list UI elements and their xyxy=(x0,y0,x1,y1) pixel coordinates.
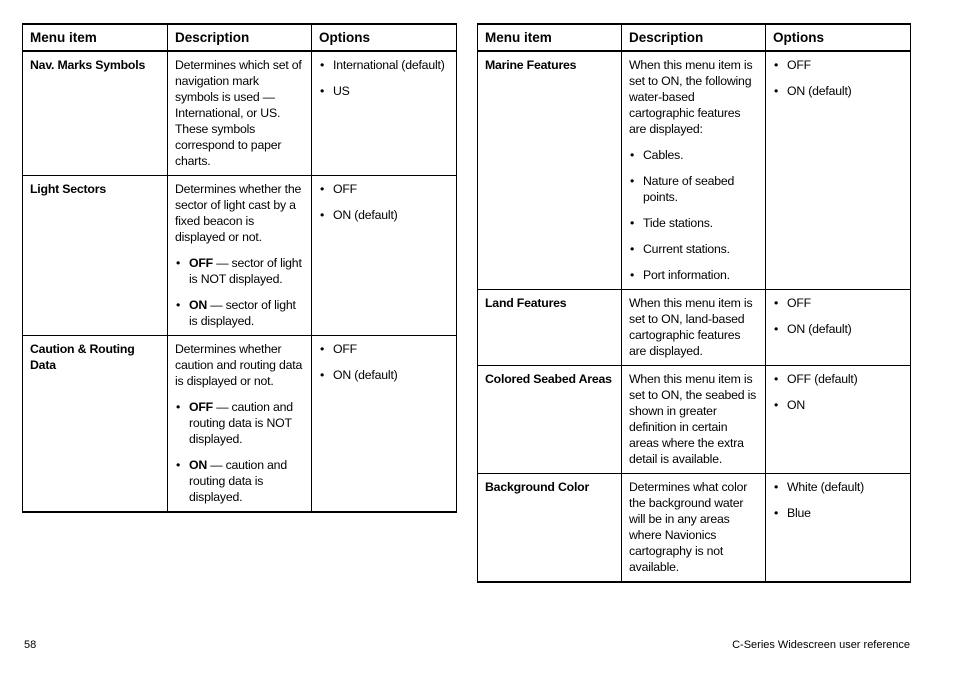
menu-item-name: Land Features xyxy=(478,290,622,366)
bullet-text: — caution and routing data is displayed. xyxy=(189,458,287,504)
right-menu-table xyxy=(477,23,911,583)
description-text: Determines what color the background water will be in any areas where Navionics cartography is not available. xyxy=(629,480,748,574)
header-options: Options xyxy=(312,24,457,51)
description-bullet xyxy=(175,255,304,287)
table-row-light-sectors xyxy=(23,176,457,336)
option-item: • White (default) xyxy=(773,479,903,495)
description-bullet: • Cables. xyxy=(629,147,758,163)
header-menu-item: Menu item xyxy=(478,24,622,51)
header-description: Description xyxy=(622,24,766,51)
option-item: • US xyxy=(319,83,449,99)
options-list xyxy=(773,371,903,413)
options-list xyxy=(319,57,449,99)
table-row-caution-routing-data xyxy=(23,336,457,513)
option-item: • ON xyxy=(773,397,903,413)
option-item: • OFF xyxy=(319,181,449,197)
menu-item-name: Caution & Routing Data xyxy=(23,336,168,513)
menu-item-description xyxy=(622,51,766,290)
bullet-text: — sector of light is displayed. xyxy=(189,298,296,328)
option-item: • ON (default) xyxy=(319,367,449,383)
menu-item-name: Nav. Marks Symbols xyxy=(23,51,168,176)
description-bullet xyxy=(175,399,304,447)
option-item: • International (default) xyxy=(319,57,449,73)
options-list xyxy=(319,181,449,223)
menu-item-options xyxy=(766,290,911,366)
option-item: • OFF xyxy=(319,341,449,357)
description-text: Determines whether the sector of light cast by a fixed beacon is displayed or not. xyxy=(175,182,302,244)
menu-item-description xyxy=(622,366,766,474)
option-item: • Blue xyxy=(773,505,903,521)
description-bullets xyxy=(629,147,758,283)
menu-item-name: Colored Seabed Areas xyxy=(478,366,622,474)
options-list xyxy=(773,479,903,521)
header-description: Description xyxy=(168,24,312,51)
bullet-text: — caution and routing data is NOT displayed. xyxy=(189,400,293,446)
option-item: • OFF xyxy=(773,295,903,311)
description-bullet xyxy=(175,297,304,329)
description-bullet xyxy=(175,457,304,505)
menu-item-options xyxy=(312,51,457,176)
menu-item-description xyxy=(168,336,312,513)
description-text: When this menu item is set to ON, land-based cartographic features are displayed. xyxy=(629,296,753,358)
option-item: • ON (default) xyxy=(319,207,449,223)
menu-item-name: Light Sectors xyxy=(23,176,168,336)
page-number: 58 xyxy=(24,639,37,651)
option-item: • OFF (default) xyxy=(773,371,903,387)
options-list xyxy=(319,341,449,383)
option-item: • ON (default) xyxy=(773,321,903,337)
table-row-land-features xyxy=(478,290,911,366)
left-menu-table xyxy=(22,23,457,513)
bullet-keyword: ON xyxy=(189,298,208,312)
menu-item-description xyxy=(622,474,766,583)
description-text: When this menu item is set to ON, the seabed is shown in greater definition in certain areas where the extra detail is available. xyxy=(629,372,757,466)
bullet-text: — sector of light is NOT displayed. xyxy=(189,256,302,286)
menu-item-name: Background Color xyxy=(478,474,622,583)
description-text: Determines whether caution and routing data is displayed or not. xyxy=(175,342,303,388)
header-options: Options xyxy=(766,24,911,51)
table-header-row xyxy=(478,24,911,51)
document-title: C-Series Widescreen user reference xyxy=(732,639,910,651)
description-bullets xyxy=(175,399,304,505)
options-list xyxy=(773,57,903,99)
description-bullets xyxy=(175,255,304,329)
description-bullet: • Tide stations. xyxy=(629,215,758,231)
menu-item-options xyxy=(766,366,911,474)
menu-item-options xyxy=(766,51,911,290)
option-item: • OFF xyxy=(773,57,903,73)
options-list xyxy=(773,295,903,337)
menu-item-options xyxy=(312,176,457,336)
bullet-keyword: OFF xyxy=(189,400,213,414)
menu-item-description xyxy=(622,290,766,366)
table-row-nav-marks-symbols xyxy=(23,51,457,176)
description-text: Determines which set of navigation mark symbols is used — International, or US. These symbols correspond to paper charts. xyxy=(175,58,302,168)
description-text: When this menu item is set to ON, the following water-based cartographic features are displayed: xyxy=(629,58,753,136)
description-bullet: • Port information. xyxy=(629,267,758,283)
menu-item-options xyxy=(766,474,911,583)
description-bullet: • Current stations. xyxy=(629,241,758,257)
table-header-row xyxy=(23,24,457,51)
menu-item-name: Marine Features xyxy=(478,51,622,290)
option-item: • ON (default) xyxy=(773,83,903,99)
description-bullet: • Nature of seabed points. xyxy=(629,173,758,205)
menu-item-description xyxy=(168,176,312,336)
menu-item-options xyxy=(312,336,457,513)
bullet-keyword: OFF xyxy=(189,256,213,270)
table-row-marine-features xyxy=(478,51,911,290)
header-menu-item: Menu item xyxy=(23,24,168,51)
menu-item-description xyxy=(168,51,312,176)
table-row-colored-seabed-areas xyxy=(478,366,911,474)
table-row-background-color xyxy=(478,474,911,583)
bullet-keyword: ON xyxy=(189,458,208,472)
